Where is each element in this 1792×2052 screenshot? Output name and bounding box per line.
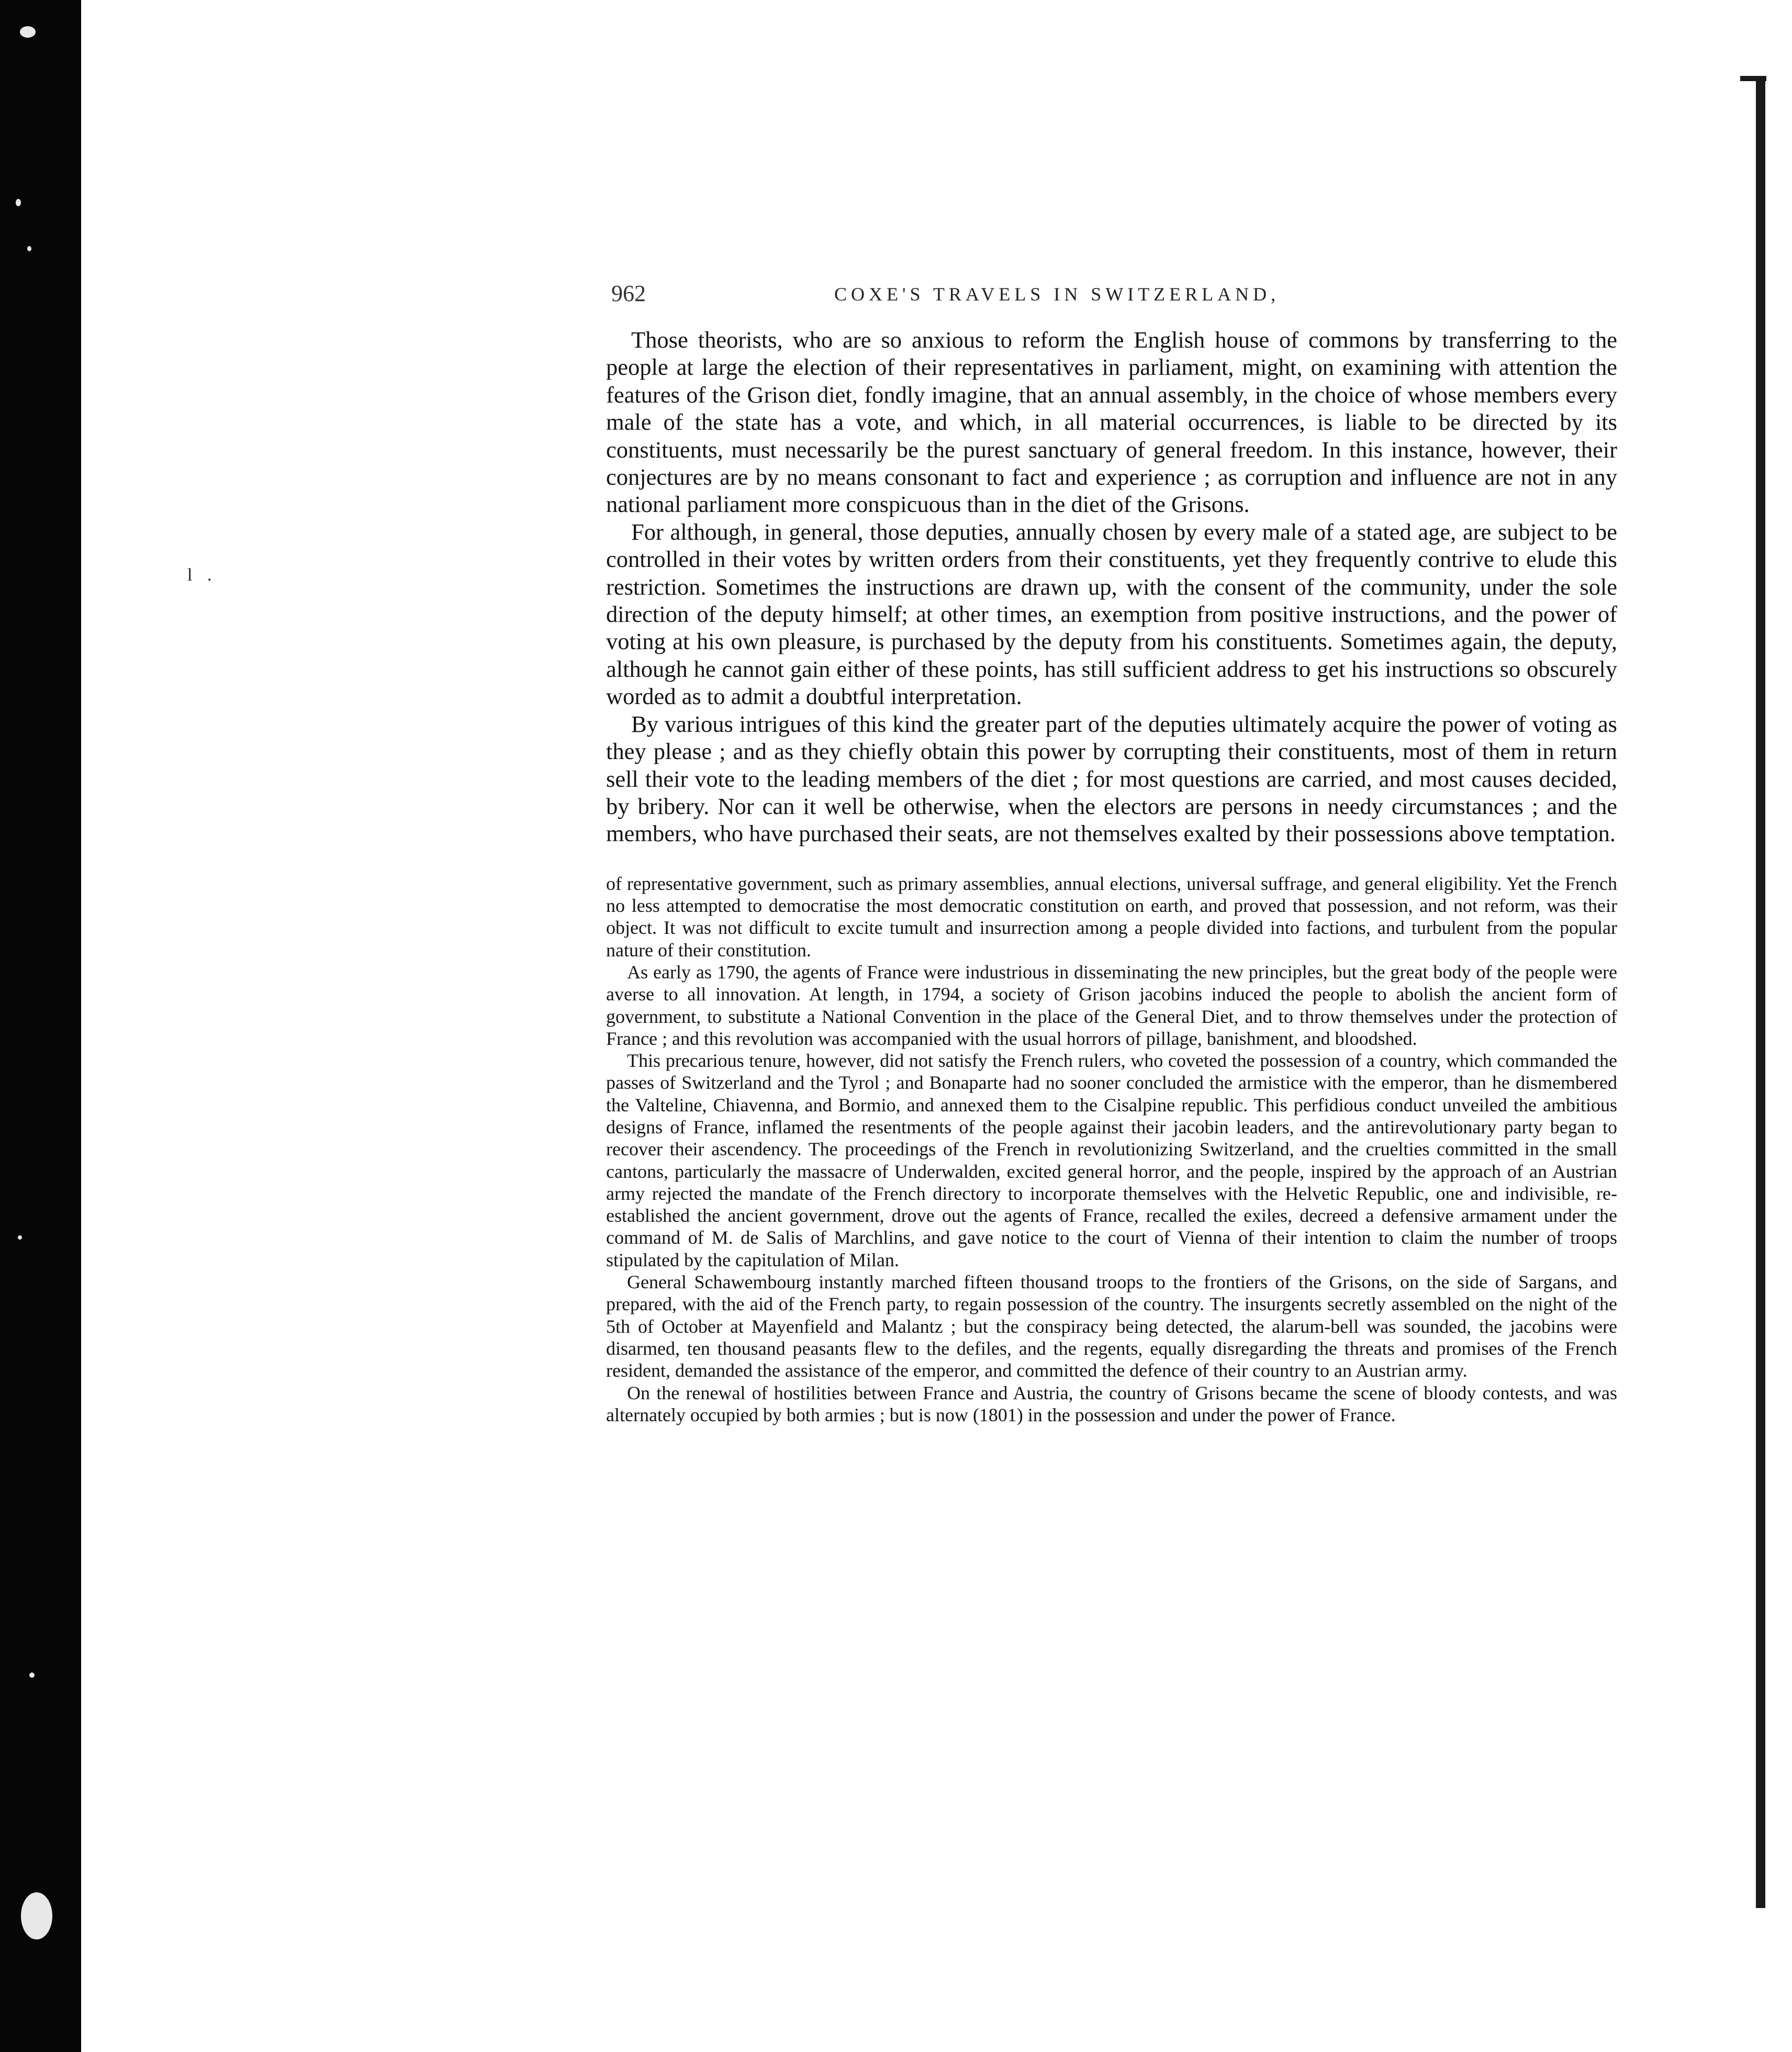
main-text (606, 326, 1617, 847)
page-edge-right (1756, 76, 1765, 1908)
scan-speck (27, 246, 31, 251)
scan-speck (21, 1892, 52, 1939)
scan-speck (20, 26, 36, 38)
paragraph: Those theorists, who are so anxious to reform the English house of commons by transferring to the people at large the election of their representatives in parliament, might, on examining with attention the features of the Grison diet, fondly imagine, that an annual assembly, in the choice of whose members every male of the state has a vote, and which, in all material occurrences, is liable to be directed by its constituents, must necessarily be the purest sanctuary of general freedom. In this instance, however, their conjectures are by no means consonant to fact and experience ; as corruption and influence are not in any national parliament more conspicuous than in the diet of the Grisons. (606, 327, 1617, 518)
footnote-paragraph: General Schawembourg instantly marched fifteen thousand troops to the frontiers of the Grisons, on the side of Sargans, and prepared, with the aid of the French party, to regain possession of the country. The insurgents secretly assembled on the night of the 5th of October at Mayenfield and Malantz ; but the conspiracy being detected, the alarum-bell was sounded, the jacobins were disarmed, ten thousand peasants flew to the defiles, and the regents, equally disregarding the threats and promises of the French resident, demanded the assistance of the emperor, and committed the defence of their country to an Austrian army. (606, 1272, 1617, 1381)
scan-speck (16, 199, 21, 206)
margin-mark: l . (187, 565, 217, 585)
footnote-paragraph: On the renewal of hostilities between France and Austria, the country of Grisons became the scene of bloody contests, and was alternately occupied by both armies ; but is now (1801) in the possession and under the power of France. (606, 1382, 1617, 1425)
footnote-paragraph: This precarious tenure, however, did not satisfy the French rulers, who coveted the possession of a country, which commanded the passes of Switzerland and the Tyrol ; and Bonaparte had no sooner concluded the armistice with the emperor, than he dismembered the Valteline, Chiavenna, and Bormio, and annexed them to the Cisalpine republic. This perfidious conduct unveiled the ambitious designs of France, inflamed the resentments of the people against their jacobin leaders, and the antirevolutionary party began to recover their ascendency. The proceedings of the French in revolutionizing Switzerland, and the cruelties committed in the small cantons, particularly the massacre of Underwalden, excited general horror, and the people, inspired by the approach of an Austrian army rejected the mandate of the French directory to incorporate themselves with the Helvetic Republic, one and indivisible, re-established the ancient government, drove out the agents of France, recalled the exiles, decreed a defensive armament under the command of M. de Salis of Marchlins, and gave notice to the court of Vienna of their intention to claim the number of troops stipulated by the capitulation of Milan. (606, 1050, 1617, 1270)
page-header (606, 280, 1617, 317)
page-text-block (606, 281, 1617, 1426)
footnotes (606, 873, 1617, 1426)
running-head: COXE'S TRAVELS IN SWITZERLAND, (834, 284, 1280, 305)
page-number: 962 (611, 281, 646, 306)
paragraph: For although, in general, those deputies, annually chosen by every male of a stated age, are subject to be controlled in their votes by written orders from their constituents, yet they frequently contrive to elude this restriction. Sometimes the instructions are drawn up, with the consent of the community, under the sole direction of the deputy himself; at other times, an exemption from positive instructions, and the power of voting at his own pleasure, is purchased by the deputy from his constituents. Sometimes again, the deputy, although he cannot gain either of these points, has still sufficient address to get his instructions so obscurely worded as to admit a doubtful interpretation. (606, 518, 1617, 710)
footnote-paragraph: of representative government, such as primary assemblies, annual elections, universal suffrage, and general eligibility. Yet the French no less attempted to democratise the most democratic constitution on earth, and proved that possession, and not reform, was their object. It was not difficult to excite tumult and insurrection among a people divided into factions, and turbulent from the popular nature of their constitution. (606, 873, 1617, 961)
scan-speck (18, 1235, 22, 1240)
footnote-paragraph: As early as 1790, the agents of France were industrious in disseminating the new principles, but the great body of the people were averse to all innovation. At length, in 1794, a society of Grison jacobins induced the people to abolish the ancient form of government, to substitute a National Convention in the place of the General Diet, and to throw themselves under the protection of France ; and this revolution was accompanied with the usual horrors of pillage, banishment, and bloodshed. (606, 961, 1617, 1049)
scan-speck (29, 1672, 35, 1678)
paragraph: By various intrigues of this kind the greater part of the deputies ultimately acquire the power of voting as they please ; and as they chiefly obtain this power by corrupting their constituents, most of them in return sell their vote to the leading members of the diet ; for most questions are carried, and most causes decided, by bribery. Nor can it well be otherwise, when the electors are persons in needy circumstances ; and the members, who have purchased their seats, are not themselves exalted by their possessions above temptation. (606, 710, 1617, 847)
scan-border-left (0, 0, 81, 2052)
